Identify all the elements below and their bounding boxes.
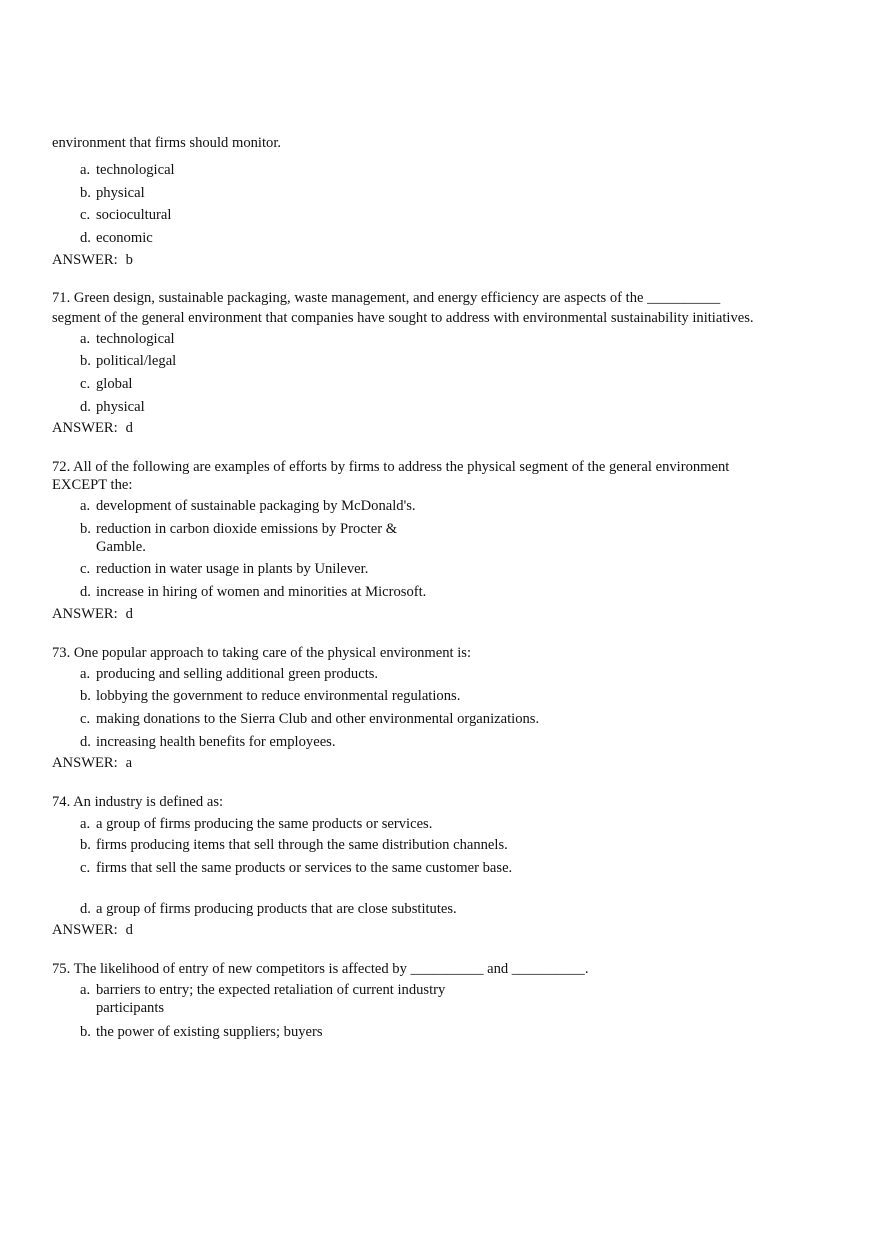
question-71-line-2: segment of the general environment that companies have sought to address with environmental sustainability initiatives. — [52, 310, 754, 326]
option-text: barriers to entry; the expected retaliation of current industry participants — [96, 982, 446, 1016]
answer-line — [52, 755, 132, 772]
option-letter: d. — [80, 399, 91, 415]
answer-line — [52, 252, 133, 269]
option-text: development of sustainable packaging by McDonald's. — [96, 498, 416, 514]
option-text: physical — [96, 399, 145, 415]
option-letter: d. — [80, 230, 91, 246]
option-b — [80, 184, 145, 202]
option-c — [80, 859, 516, 877]
option-text: economic — [96, 230, 153, 246]
option-text: reduction in water usage in plants by Unilever. — [96, 561, 369, 577]
answer-line — [52, 606, 133, 623]
question-72-line-1: 72. All of the following are examples of efforts by firms to address the physical segment of the general environment — [52, 459, 730, 475]
answer-label: ANSWER: — [52, 755, 118, 771]
option-d — [80, 733, 336, 751]
option-letter: c. — [80, 207, 91, 223]
answer-label: ANSWER: — [52, 420, 118, 436]
option-letter: d. — [80, 901, 91, 917]
option-a — [80, 330, 175, 348]
option-letter: c. — [80, 860, 91, 876]
option-text: political/legal — [96, 353, 177, 369]
option-letter: c. — [80, 711, 91, 727]
option-d — [80, 229, 153, 247]
option-text: firms that sell the same products or services to the same customer base. — [96, 860, 513, 876]
option-letter: a. — [80, 498, 91, 514]
option-text: a group of firms producing the same products or services. — [96, 816, 433, 832]
option-letter: d. — [80, 734, 91, 750]
option-letter: a. — [80, 162, 91, 178]
option-letter: b. — [80, 1024, 91, 1040]
option-c — [80, 560, 368, 578]
option-letter: a. — [80, 816, 91, 832]
option-letter: b. — [80, 353, 91, 369]
option-text: technological — [96, 331, 175, 347]
answer-value: b — [125, 252, 133, 268]
option-text: increase in hiring of women and minorities at Microsoft. — [96, 584, 427, 600]
answer-value: d — [125, 606, 133, 622]
option-letter: c. — [80, 561, 91, 577]
answer-label: ANSWER: — [52, 252, 118, 268]
option-letter: d. — [80, 584, 91, 600]
option-text: global — [96, 376, 133, 392]
option-a — [80, 981, 516, 1017]
option-letter: c. — [80, 376, 91, 392]
option-letter: b. — [80, 837, 91, 853]
question-74-line-1: 74. An industry is defined as: — [52, 794, 224, 810]
option-a — [80, 815, 432, 833]
option-a — [80, 497, 416, 515]
answer-value: d — [125, 420, 133, 436]
option-text: reduction in carbon dioxide emissions by Procter & Gamble. — [96, 521, 398, 555]
answer-line — [52, 922, 133, 939]
option-b — [80, 687, 460, 705]
question-71-line-1: 71. Green design, sustainable packaging, waste management, and energy efficiency are aspects of the __________ — [52, 290, 721, 306]
option-b — [80, 1023, 323, 1041]
option-text: a group of firms producing products that are close substitutes. — [96, 901, 457, 917]
option-c — [80, 710, 539, 728]
option-text: producing and selling additional green products. — [96, 666, 379, 682]
question-75-line-1: 75. The likelihood of entry of new competitors is affected by __________ and __________. — [52, 961, 589, 977]
option-b — [80, 836, 508, 854]
option-text: lobbying the government to reduce environmental regulations. — [96, 688, 461, 704]
option-text: increasing health benefits for employees. — [96, 734, 336, 750]
option-text: the power of existing suppliers; buyers — [96, 1024, 323, 1040]
question-72-line-2: EXCEPT the: — [52, 477, 133, 493]
answer-value: a — [125, 755, 133, 771]
option-letter: a. — [80, 666, 91, 682]
option-c — [80, 375, 132, 393]
question-73-line-1: 73. One popular approach to taking care of the physical environment is: — [52, 645, 472, 661]
option-text: firms producing items that sell through the same distribution channels. — [96, 837, 508, 853]
option-d — [80, 900, 457, 918]
option-a — [80, 665, 378, 683]
option-d — [80, 398, 145, 416]
option-letter: b. — [80, 688, 91, 704]
option-d — [80, 583, 426, 601]
option-text: physical — [96, 185, 145, 201]
option-text: making donations to the Sierra Club and other environmental organizations. — [96, 711, 540, 727]
answer-value: d — [125, 922, 133, 938]
answer-label: ANSWER: — [52, 922, 118, 938]
option-b — [80, 520, 441, 556]
option-c — [80, 206, 171, 224]
option-a — [80, 161, 175, 179]
question-continuation-text: environment that firms should monitor. — [52, 135, 282, 151]
option-text: sociocultural — [96, 207, 172, 223]
option-letter: a. — [80, 982, 91, 998]
option-text: technological — [96, 162, 175, 178]
option-b — [80, 352, 176, 370]
answer-line — [52, 420, 133, 437]
answer-label: ANSWER: — [52, 606, 118, 622]
option-letter: b. — [80, 185, 91, 201]
option-letter: b. — [80, 521, 91, 537]
option-letter: a. — [80, 331, 91, 347]
